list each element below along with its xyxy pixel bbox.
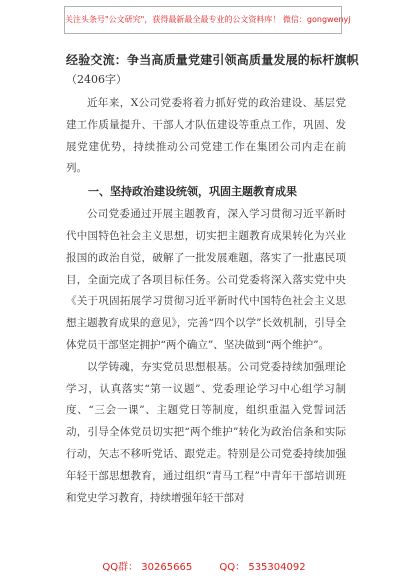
intro-paragraph: 近年来，X公司党委将着力抓好党的政治建设、基层党建工作质量提升、干部人才队伍建设等重点工作，巩固、发展党建优势，持续推动公司党建工作在集团公司内走在前列。 xyxy=(66,97,346,175)
footer-qq: QQ： 535304092 xyxy=(219,562,306,573)
word-count: （2406字） xyxy=(66,73,127,86)
document-body xyxy=(66,50,359,509)
header-notice-box xyxy=(64,6,351,34)
footer-qq-group: QQ群： 30265665 xyxy=(102,562,193,573)
header-notice: 关注头条号"公文研究"，获得最新最全最专业的公文资料库！ 微信：gongwenyj xyxy=(65,15,351,24)
footer-contact xyxy=(0,558,408,573)
body-paragraph: 公司党委通过开展主题教育，深入学习贯彻习近平新时代中国特色社会主义思想，切实把主题教育成果转化为兴业报国的政治自觉，破解了一批发展难题，落实了一批惠民项目，全面完成了各项目标任务。公司党委将深入落实党中央《关于巩固拓展学习贯彻习近平新时代中国特色社会主义思想主题教育成果的意见》，完善“四个以学”长效机制，引导全体党员干部坚定拥护“两个确立”、坚决做到“两个维护”。 xyxy=(66,208,346,351)
document-title: 经验交流：争当高质量党建引领高质量发展的标杆旗帜 xyxy=(66,53,359,67)
section-heading: 一、坚持政治建设统领，巩固主题教育成果 xyxy=(88,185,297,199)
body-paragraph: 以学铸魂，夯实党员思想根基。公司党委持续加强理论学习，认真落实“第一议题”、党委理论学习中心组学习制度、“三会一课”、主题党日等制度，组织重温入党誓词活动，引导全体党员切实把“两个维护”转化为政治信条和实际行动，矢志不移听党话、跟党走。特别是公司党委持续加强年轻干部思想教育，通过组织“青马工程”中青年干部培训班和党史学习教育，持续增强年轻干部对 xyxy=(66,360,346,504)
